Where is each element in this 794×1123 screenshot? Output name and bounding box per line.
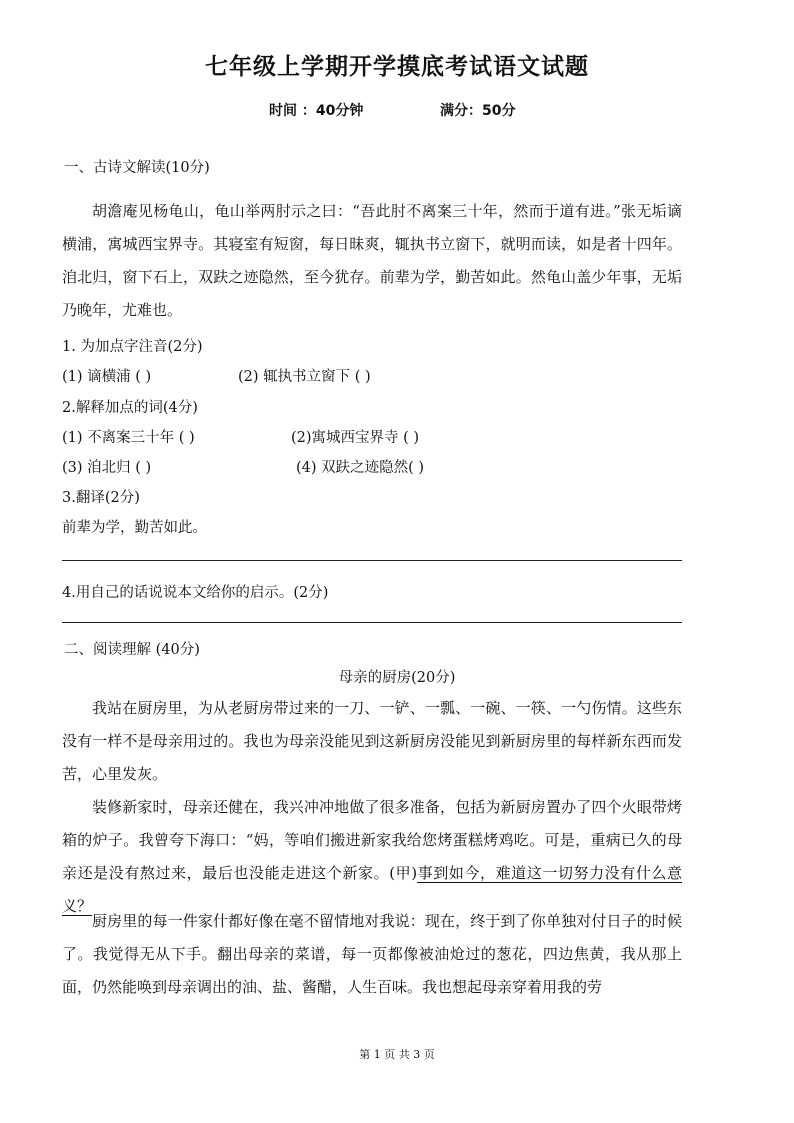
article-paragraph-2-text: 装修新家时，母亲还健在，我兴冲冲地做了很多准备，包括为新厨房置办了四个火眼带烤箱的炉子。我曾夸下海口：“妈，等咱们搬进新家我给您烤蛋糕烤鸡吃。可是，重病已久的母亲还是没有熬过来，最后也没能走进这个新家。(甲) bbox=[62, 798, 682, 882]
question-1-item-2: (2) 辄执书立窗下 ( ) bbox=[238, 369, 371, 385]
section-2-heading: 二、阅读理解 (40分) bbox=[64, 642, 200, 658]
question-4-label: 4.用自己的话说说本文给你的启示。(2分) bbox=[62, 585, 329, 601]
question-2-item-4: (4) 双趺之迹隐然( ) bbox=[296, 460, 425, 476]
article-paragraph-2 bbox=[62, 791, 682, 923]
question-2-item-3: (3) 洎北归 ( ) bbox=[62, 460, 152, 476]
question-2-item-1: (1) 不离案三十年 ( ) bbox=[62, 430, 195, 446]
question-3-label: 3.翻译(2分) bbox=[62, 490, 140, 506]
answer-line-q3 bbox=[62, 560, 682, 561]
question-3-text: 前辈为学，勤苦如此。 bbox=[62, 520, 207, 536]
question-1-label: 1. 为加点字注音(2分) bbox=[62, 339, 203, 355]
section-1-heading: 一、古诗文解读(10分) bbox=[64, 160, 210, 176]
article-paragraph-3: 厨房里的每一件家什都好像在毫不留情地对我说：现在，终于到了你单独对付日子的时候了。我觉得无从下手。翻出母亲的菜谱，每一页都像被油炝过的葱花，四边焦黄，我从那上面，仍然能唤到母亲调出的油、盐、酱醋，人生百味。我也想起母亲穿着用我的劳 bbox=[62, 912, 682, 996]
exam-time: 时间 ：40分钟 bbox=[269, 103, 364, 119]
classical-passage: 胡澹庵见杨龟山，龟山举两肘示之曰：“吾此肘不离案三十年，然而于道有进。”张无垢谪横浦，寓城西宝界寺。其寝室有短窗，每日昧爽，辄执书立窗下，就明而读，如是者十四年。洎北归，窗下石上，双趺之迹隐然，至今犹存。前辈为学，勤苦如此。然龟山盖少年事，无垢乃晚年，尤难也。 bbox=[62, 202, 682, 319]
article-paragraph-1: 我站在厨房里，为从老厨房带过来的一刀、一铲、一瓢、一碗、一筷、一勺伤情。这些东没有一样不是母亲用过的。我也为母亲没能见到这新厨房没能见到新厨房里的每样新东西而发苦，心里发灰。 bbox=[62, 699, 682, 783]
answer-line-q4 bbox=[62, 622, 682, 623]
page-number: 第 1 页 共 3 页 bbox=[359, 1048, 435, 1061]
question-1-item-1: (1) 谪横浦 ( ) bbox=[62, 369, 152, 385]
article-title: 母亲的厨房(20分) bbox=[338, 670, 456, 686]
question-2-label: 2.解释加点的词(4分) bbox=[62, 400, 198, 416]
page-title: 七年级上学期开学摸底考试语文试题 bbox=[205, 54, 589, 80]
exam-full-score: 满分：50分 bbox=[440, 103, 516, 119]
underlined-sentence-jia: 事到如今，难道这一切努力没有什么意义？ bbox=[62, 864, 682, 915]
question-2-item-2: (2)寓城西宝界寺 ( ) bbox=[291, 430, 420, 446]
